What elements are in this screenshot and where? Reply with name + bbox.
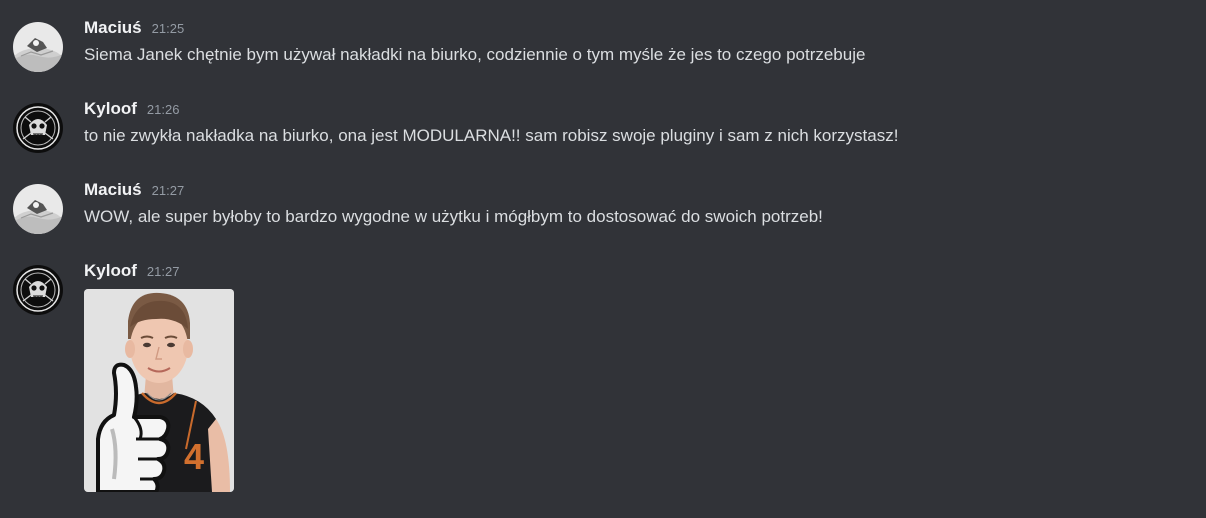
username[interactable]: Maciuś: [84, 18, 142, 37]
image-attachment[interactable]: [84, 289, 234, 492]
timestamp[interactable]: 21:25: [151, 21, 185, 36]
photo-boy-thumbs-up: [84, 289, 234, 492]
message-item: [0, 99, 1206, 180]
message-text: to nie zwykła nakładka na biurko, ona jest MODULARNA!! sam robisz swoje pluginy i sam z nich korzystasz!: [84, 126, 899, 145]
username[interactable]: Kyloof: [84, 99, 137, 118]
timestamp[interactable]: 21:27: [146, 264, 180, 279]
avatar-snowy-image: [13, 184, 63, 234]
avatar[interactable]: [13, 22, 63, 72]
message-item: [0, 261, 1206, 492]
timestamp[interactable]: 21:26: [146, 102, 180, 117]
jersey-number: 4: [184, 436, 205, 477]
avatar-skull-image: [13, 265, 63, 315]
message-text: Siema Janek chętnie bym używał nakładki na biurko, codziennie o tym myśle że jes to czego potrzebuje: [84, 45, 866, 64]
avatar-snowy-image: [13, 22, 63, 72]
avatar[interactable]: [13, 184, 63, 234]
username[interactable]: Kyloof: [84, 261, 137, 280]
message-item: [0, 18, 1206, 99]
avatar[interactable]: [13, 103, 63, 153]
timestamp[interactable]: 21:27: [151, 183, 185, 198]
message-item: [0, 180, 1206, 261]
avatar[interactable]: [13, 265, 63, 315]
username[interactable]: Maciuś: [84, 180, 142, 199]
message-text: WOW, ale super byłoby to bardzo wygodne w użytku i mógłbym to dostosować do swoich potrzeb!: [84, 207, 823, 226]
avatar-skull-image: [13, 103, 63, 153]
